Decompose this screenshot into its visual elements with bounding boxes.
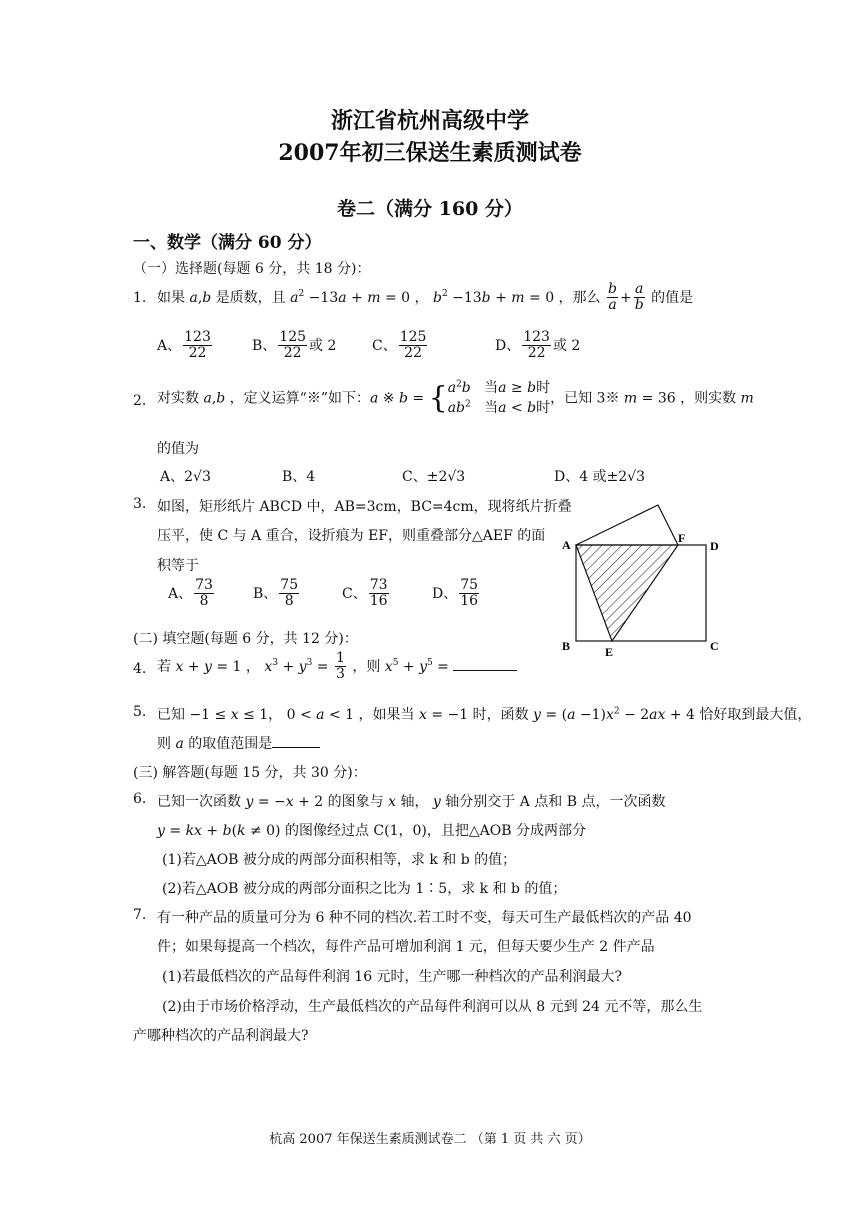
q3-line1: 如图，矩形纸片 ABCD 中，AB=3cm，BC=4cm，现将纸片折叠 xyxy=(157,499,572,515)
point-a-label: A xyxy=(562,538,571,552)
part-choice-heading: （一）选择题(每题 6 分，共 18 分)： xyxy=(133,261,371,277)
q1-stem: 如果 a,b 是质数，且 $a^2 -13a + m = 0$ ， $b^2 -13b + m = 0$ ，那么 $\frac{b}{a}$ + $\frac{a}{b}$ 的值是 xyxy=(157,281,694,314)
section-math-title: 一、数学（满分 60 分） xyxy=(133,233,322,253)
volume-title: 卷二（满分 160 分） xyxy=(337,198,523,220)
q2-option-b[interactable]: B、4 xyxy=(282,469,316,485)
q2-option-c[interactable]: C、±2√3 xyxy=(402,469,466,485)
q6-line2: y = kx + b(k ≠ 0) 的图像经过点 C(1，0)，且把△AOB 分成两部分 xyxy=(157,823,586,839)
q2-option-a[interactable]: A、2√3 xyxy=(160,469,211,485)
part-solve-heading: (三) 解答题(每题 15 分，共 30 分)： xyxy=(133,765,367,781)
q7-line2: 件；如果每提高一个档次，每件产品可增加利润 1 元，但每天要少生产 2 件产品 xyxy=(157,939,655,955)
q6-sub1: (1)若△AOB 被分成的两部分面积相等，求 k 和 b 的值； xyxy=(162,852,517,868)
q7-sub2b: 产哪种档次的产品利润最大? xyxy=(133,1028,309,1044)
q5-answer-blank[interactable] xyxy=(272,735,320,748)
q3-line3: 积等于 xyxy=(157,558,199,574)
triangle-aef xyxy=(576,545,678,641)
q3-number: 3. xyxy=(133,496,147,512)
q2-stem: 对实数 a,b ，定义运算“※”如下：a ※ $b = \{a^2b$ 当a ≥ b时 $ab^2$ 当a < b时，已知 3※ m = 36 ，则实数 m xyxy=(157,379,754,417)
q3-option-b[interactable]: B、 $\frac{75}{8}$ xyxy=(253,577,299,610)
point-c-label: C xyxy=(710,639,719,653)
q1-option-b[interactable]: B、 $\frac{125}{22}$ 或 2 xyxy=(252,329,337,362)
q2-line2: 的值为 xyxy=(157,441,199,457)
point-e-label: E xyxy=(605,645,614,658)
q6-number: 6. xyxy=(133,791,147,807)
q4-answer-blank[interactable] xyxy=(453,658,517,671)
q3-option-c[interactable]: C、 $\frac{73}{16}$ xyxy=(342,577,388,610)
q5-stem: 已知 −1 ≤ x ≤ 1， 0 < a < 1 ，如果当 x = −1 时，函数 $y = (a -1)x^2 - 2ax + 4$ 恰好取到最大值， xyxy=(157,706,812,723)
q1-number: 1. xyxy=(133,290,147,306)
q7-sub1: (1)若最低档次的产品每件利润 16 元时，生产哪一种档次的产品利润最大? xyxy=(162,969,623,985)
q3-option-d[interactable]: D、 $\frac{75}{16}$ xyxy=(432,577,479,610)
part-fill-heading: (二) 填空题(每题 6 分，共 12 分)： xyxy=(133,631,358,647)
q1-option-c[interactable]: C、 $\frac{125}{22}$ xyxy=(372,329,427,362)
q6-sub2: (2)若△AOB 被分成的两部分面积之比为 1∶5，求 k 和 b 的值； xyxy=(162,881,567,897)
q2-number: 2. xyxy=(133,393,147,409)
q4-stem: 若 x + y = 1 ， $x^3 + y^3$ = $\frac{1}{3}$ ，则 $x^5 + y^5$ = xyxy=(157,651,517,683)
q2-option-d[interactable]: D、4 或±2√3 xyxy=(554,469,646,485)
q7-sub2a: (2)由于市场价格浮动，生产最低档次的产品每件利润可以从 8 元到 24 元不等，那么生 xyxy=(162,999,703,1015)
q3-option-a[interactable]: A、 $\frac{73}{8}$ xyxy=(168,577,213,610)
point-b-label: B xyxy=(562,639,571,653)
q7-line1: 有一种产品的质量可分为 6 种不同的档次.若工时不变，每天可生产最低档次的产品 40 xyxy=(157,910,692,926)
q5-number: 5. xyxy=(133,704,147,720)
q5-line2: 则 a 的取值范围是 xyxy=(157,733,320,753)
folded-flap xyxy=(576,505,678,545)
q1-option-a[interactable]: A、 $\frac{123}{22}$ xyxy=(157,329,211,362)
q7-number: 7. xyxy=(133,907,147,923)
page-footer: 杭高 2007 年保送生素质测试卷二 （第 1 页 共 六 页） xyxy=(269,1132,591,1147)
point-f-label: F xyxy=(678,531,686,545)
q3-line2: 压平，使 C 与 A 重合，设折痕为 EF，则重叠部分△AEF 的面 xyxy=(157,528,546,544)
point-d-label: D xyxy=(710,539,719,553)
q1-option-d[interactable]: D、 $\frac{123}{22}$ 或 2 xyxy=(495,329,581,362)
q4-number: 4. xyxy=(133,661,147,677)
q3-rectangle-figure xyxy=(550,498,740,658)
school-title: 浙江省杭州高级中学 xyxy=(330,108,529,134)
exam-title: 2007年初三保送生素质测试卷 xyxy=(278,140,582,166)
q6-line1: 已知一次函数 y = −x + 2 的图象与 x 轴， y 轴分别交于 A 点和 B 点，一次函数 xyxy=(157,794,666,810)
